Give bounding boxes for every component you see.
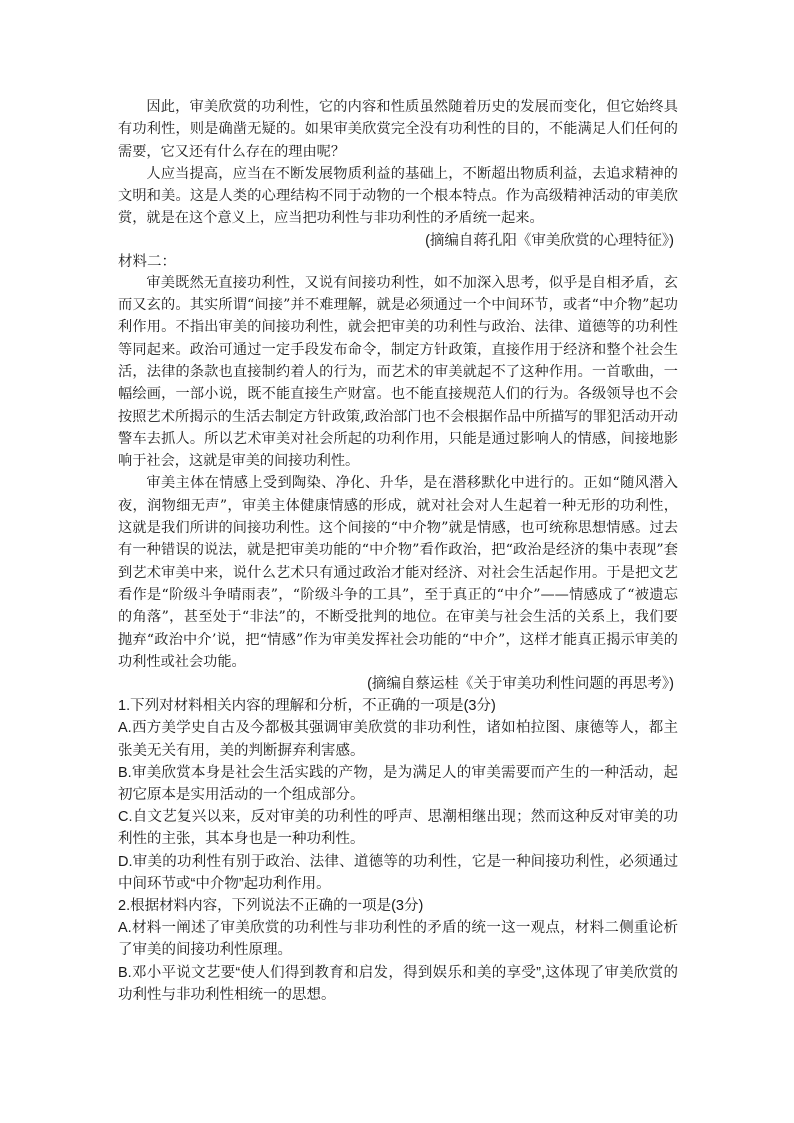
option-d: D.审美的功利性有别于政治、法律、道德等的功利性，它是一种间接功利性，必须通过中间环节或“中介物”起功利作用。 xyxy=(118,853,678,892)
option-b: B.邓小平说文艺要“使人们得到教育和启发，得到娱乐和美的享受”,这体现了审美欣赏的功利性与非功利性相统一的思想。 xyxy=(118,964,678,1003)
document-page xyxy=(118,96,678,1006)
question-stem: 2.根据材料内容，下列说法不正确的一项是(3分) xyxy=(118,897,424,914)
option-b: B.审美欣赏本身是社会生活实践的产物，是为满足人的审美需要而产生的一种活动，起初它原本是实用活动的一个组成部分。 xyxy=(118,764,678,803)
material-heading: 材料二： xyxy=(118,253,176,270)
option-a: A.西方美学史自古及今都极其强调审美欣赏的非功利性，诸如柏拉图、康德等人，都主张美无关有用，美的判断摒弃利害感。 xyxy=(118,720,678,759)
passage-paragraph: 审美主体在情感上受到陶染、净化、升华，是在潜移默化中进行的。正如“随风潜入夜，润物细无声”，审美主体健康情感的形成，就对社会对人生起着一种无形的功利性，这就是我们所讲的间接功利性。这个间接的“中介物”就是情感，也可统称思想情感。过去有一种错误的说法，就是把审美功能的“中介物”看作政治，把“政治是经济的集中表现”套到艺术审美中来，说什么艺术只有通过政治才能对经济、对社会生活起作用。于是把文艺看作是“阶级斗争晴雨表”，“阶级斗争的工具”，至于真正的“中介”——情感成了“被遗忘的角落”，甚至处于“非法”的，不断受批判的地位。在审美与社会生活的关系上，我们要抛弃“政治中介’说，把“情感”作为审美发挥社会功能的“中介”，这样才能真正揭示审美的功利性或社会功能。 xyxy=(118,475,678,670)
passage-paragraph: 审美既然无直接功利性，又说有间接功利性，如不加深入思考，似乎是自相矛盾，玄而又玄的。其实所谓“间接”并不难理解，就是必须通过一个中间环节，或者“中介物”起功利作用。不指出审美的间接功利性，就会把审美的功利性与政治、法律、道德等的功利性等同起来。政治可通过一定手段发布命令，制定方针政策，直接作用于经济和整个社会生活，法律的条款也直接制约着人的行为，而艺术的审美就起不了这种作用。一首歌曲，一幅绘画，一部小说，既不能直接生产财富。也不能直接规范人们的行为。各级领导也不会按照艺术所揭示的生活去制定方针政策,政治部门也不会根据作品中所描写的罪犯活动开动警车去抓人。所以艺术审美对社会所起的功利作用，只能是通过影响人的情感，间接地影响于社会，这就是审美的间接功利性。 xyxy=(118,274,678,470)
passage-paragraph: 人应当提高，应当在不断发展物质利益的基础上，不断超出物质利益，去追求精神的文明和美。这是人类的心理结构不同于动物的一个根本特点。作为高级精神活动的审美欣赏，就是在这个意义上，应当把功利性与非功利性的矛盾统一起来。 xyxy=(118,165,678,227)
source-citation: (摘编自蒋孔阳《审美欣赏的心理特征》) xyxy=(425,232,674,249)
passage-paragraph: 因此，审美欣赏的功利性，它的内容和性质虽然随着历史的发展而变化，但它始终具有功利性，则是确凿无疑的。如果审美欣赏完全没有功利性的目的，不能满足人们任何的需要，它又还有什么存在的理由呢？ xyxy=(118,99,678,160)
option-a: A.材料一阐述了审美欣赏的功利性与非功利性的矛盾的统一这一观点，材料二侧重论析了审美的间接功利性原理。 xyxy=(118,920,678,959)
source-citation: (摘编自蔡运桂《关于审美功利性问题的再思考》) xyxy=(367,676,674,693)
question-stem: 1.下列对材料相关内容的理解和分析，不正确的一项是(3分) xyxy=(118,698,496,715)
option-c: C.自文艺复兴以来，反对审美的功利性的呼声、思潮相继出现；然而这种反对审美的功利性的主张，其本身也是一种功利性。 xyxy=(118,809,678,848)
